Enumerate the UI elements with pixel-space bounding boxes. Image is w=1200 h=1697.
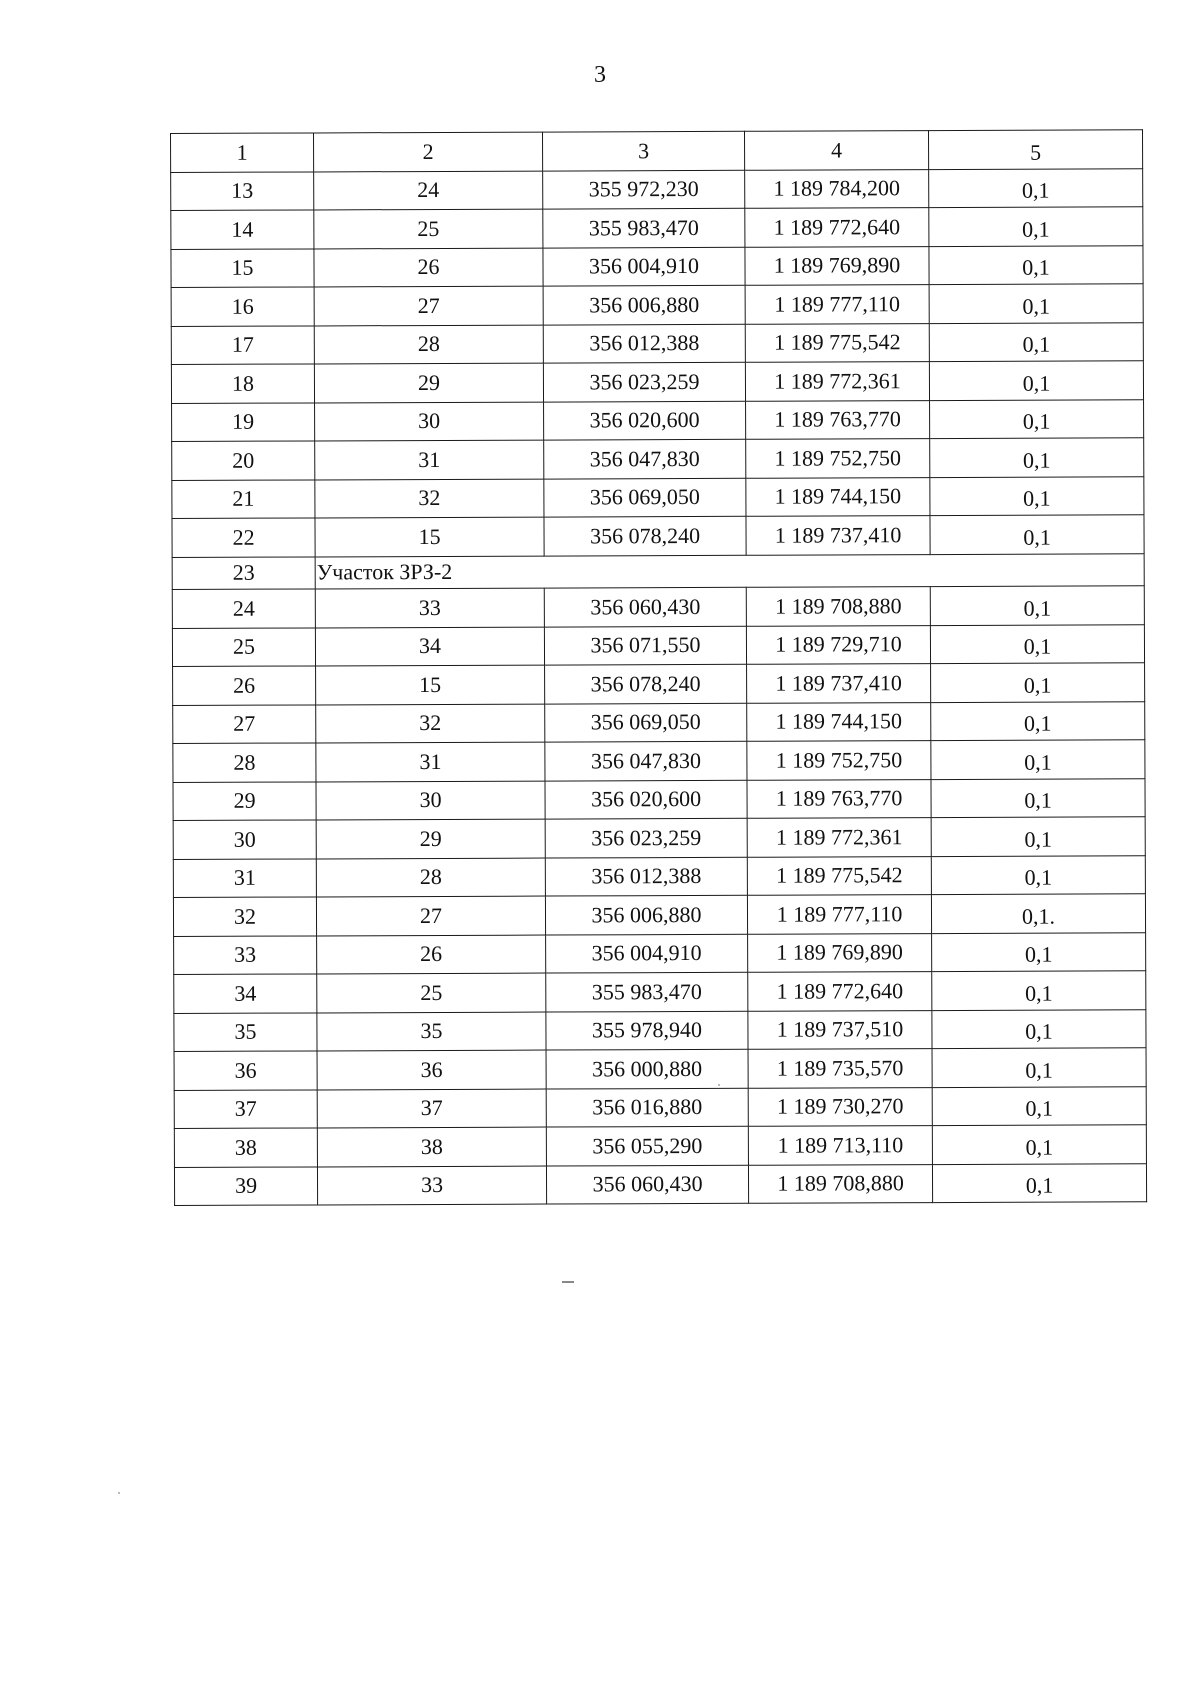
table-cell: 34	[315, 627, 544, 666]
header-cell: 3	[542, 131, 744, 170]
table-cell: 0,1	[931, 817, 1145, 856]
table-cell: 356 078,240	[544, 516, 746, 555]
table-cell: 37	[317, 1089, 546, 1128]
table-cell: 21	[172, 479, 315, 518]
table-cell: 1 189 752,750	[746, 439, 930, 478]
coordinates-table	[170, 129, 1147, 1206]
table-row	[172, 624, 1144, 666]
table-cell: 1 189 730,270	[748, 1087, 932, 1126]
table-cell: 0,1	[930, 586, 1144, 625]
table-cell: 1 189 772,640	[748, 972, 932, 1011]
table-cell: 0,1	[932, 1163, 1146, 1202]
table-cell: 28	[314, 325, 543, 364]
table-cell: 0,1	[931, 855, 1145, 894]
table-header-row	[171, 130, 1143, 172]
table-row	[171, 168, 1143, 210]
table-cell: 1 189 772,640	[745, 208, 929, 247]
table-cell: 25	[314, 209, 543, 248]
table-cell: 356 023,259	[545, 818, 747, 857]
table-cell: 29	[173, 781, 316, 820]
table-cell: 1 189 763,770	[746, 400, 930, 439]
table-cell: 25	[172, 627, 315, 666]
table-cell: 25	[317, 973, 546, 1012]
table-cell: 32	[315, 479, 544, 518]
table-cell: 356 012,388	[545, 857, 747, 896]
header-cell: 1	[171, 133, 314, 172]
table-cell: 32	[173, 897, 316, 936]
table-row	[172, 476, 1144, 518]
table-cell: 356 023,259	[543, 362, 745, 401]
table-cell: 34	[174, 974, 317, 1013]
table-row	[173, 817, 1145, 859]
table-row	[171, 207, 1143, 249]
table-cell: 356 078,240	[545, 664, 747, 703]
table-cell: 31	[316, 742, 545, 781]
table-cell: 356 020,600	[544, 401, 746, 440]
table-row	[171, 322, 1143, 364]
table-cell: 0,1	[932, 932, 1146, 971]
table-cell: 356 006,880	[545, 895, 747, 934]
table-cell: 27	[173, 704, 316, 743]
table-cell: 13	[171, 171, 314, 210]
scan-dot-mark	[718, 1084, 720, 1086]
table-row	[174, 1086, 1146, 1128]
table-cell: 1 189 708,880	[748, 1164, 932, 1203]
table-cell: 1 189 708,880	[746, 587, 930, 626]
table-cell: 356 006,880	[543, 285, 745, 324]
table-cell: 1 189 769,890	[748, 933, 932, 972]
table-row	[172, 399, 1144, 441]
table-cell: 356 055,290	[546, 1126, 748, 1165]
table-cell: 17	[171, 325, 314, 364]
table-cell: 23	[172, 556, 315, 589]
table-cell: 24	[172, 589, 315, 628]
table-row	[173, 894, 1145, 936]
table-cell: 0,1	[929, 207, 1143, 246]
table-cell: 1 189 713,110	[748, 1126, 932, 1165]
table-cell: 0,1	[932, 1009, 1146, 1048]
scan-dot-mark	[118, 1492, 120, 1494]
table-cell: 18	[171, 364, 314, 403]
table-cell: 1 189 775,542	[747, 856, 931, 895]
table-cell: 1 189 744,150	[746, 477, 930, 516]
table-body	[171, 130, 1147, 1206]
table-row	[174, 1009, 1146, 1051]
table-cell: 0,1	[929, 322, 1143, 361]
table-cell: 356 020,600	[545, 780, 747, 819]
header-cell: 2	[314, 132, 543, 171]
table-row	[174, 1048, 1146, 1090]
table-cell: 0,1	[932, 1048, 1146, 1087]
table-row	[174, 1125, 1146, 1167]
table-cell: 1 189 737,410	[746, 516, 930, 555]
table-cell: 22	[172, 518, 315, 557]
table-cell: 30	[316, 781, 545, 820]
table-row	[173, 855, 1145, 897]
table-cell: 35	[317, 1012, 546, 1051]
header-cell: 4	[744, 131, 928, 170]
table-cell: 0,1	[930, 476, 1144, 515]
table-cell: 16	[171, 287, 314, 326]
table-cell: 1 189 777,110	[747, 895, 931, 934]
table-row	[172, 586, 1144, 628]
table-cell: 33	[317, 1166, 546, 1205]
table-cell: 35	[174, 1012, 317, 1051]
table-row	[173, 663, 1145, 705]
table-cell: 24	[314, 171, 543, 210]
table-row	[171, 245, 1143, 287]
table-cell: 356 012,388	[543, 324, 745, 363]
table-cell: 0,1	[929, 361, 1143, 400]
table-cell: 356 000,880	[546, 1049, 748, 1088]
table-row	[172, 438, 1144, 480]
table-row	[174, 1163, 1146, 1205]
table-row	[173, 740, 1145, 782]
table-cell: 356 060,430	[546, 1165, 748, 1204]
table-cell: 28	[173, 743, 316, 782]
table-cell: 0,1	[932, 1125, 1146, 1164]
header-cell: 5	[928, 130, 1142, 169]
section-label: Участок ЗРЗ-2	[315, 553, 1144, 589]
table-cell: 356 047,830	[545, 741, 747, 780]
table-cell: 0,1	[932, 1086, 1146, 1125]
table-cell: 1 189 784,200	[745, 169, 929, 208]
table-cell: 1 189 729,710	[746, 625, 930, 664]
table-cell: 26	[173, 666, 316, 705]
table-cell: 32	[316, 704, 545, 743]
table-cell: 1 189 737,510	[748, 1010, 932, 1049]
table-cell: 0,1	[929, 284, 1143, 323]
table-cell: 28	[316, 858, 545, 897]
table-cell: 15	[316, 665, 545, 704]
table-cell: 31	[173, 858, 316, 897]
table-cell: 1 189 772,361	[747, 818, 931, 857]
table-cell: 356 016,880	[546, 1088, 748, 1127]
table-cell: 1 189 735,570	[748, 1049, 932, 1088]
table-cell: 0,1	[930, 438, 1144, 477]
table-cell: 356 004,910	[543, 247, 745, 286]
table-cell: 38	[317, 1127, 546, 1166]
table-cell: 1 189 737,410	[747, 664, 931, 703]
table-cell: 0,1	[929, 245, 1143, 284]
table-cell: 26	[314, 248, 543, 287]
table-cell: 356 069,050	[544, 478, 746, 517]
table-cell: 36	[317, 1050, 546, 1089]
table-row	[171, 284, 1143, 326]
table-cell: 0,1	[930, 399, 1144, 438]
table-cell: 356 047,830	[544, 439, 746, 478]
table-cell: 356 071,550	[544, 626, 746, 665]
table-cell: 1 189 772,361	[745, 362, 929, 401]
table-cell: 0,1	[931, 740, 1145, 779]
table-cell: 0,1	[930, 515, 1144, 554]
section-row	[172, 553, 1144, 589]
table-cell: 37	[174, 1089, 317, 1128]
table-cell: 0,1.	[931, 894, 1145, 933]
table-cell: 29	[314, 363, 543, 402]
table-cell: 20	[172, 441, 315, 480]
table-cell: 15	[171, 248, 314, 287]
table-cell: 31	[315, 440, 544, 479]
table-cell: 26	[317, 935, 546, 974]
table-cell: 0,1	[931, 701, 1145, 740]
table-cell: 0,1	[932, 971, 1146, 1010]
table-cell: 30	[315, 402, 544, 441]
table-cell: 0,1	[929, 168, 1143, 207]
scan-dash-mark	[562, 1281, 574, 1283]
table-row	[174, 932, 1146, 974]
table-cell: 355 983,470	[546, 972, 748, 1011]
table-cell: 27	[316, 896, 545, 935]
table-cell: 1 189 763,770	[747, 779, 931, 818]
table-cell: 19	[172, 402, 315, 441]
table-cell: 38	[174, 1128, 317, 1167]
table-cell: 0,1	[930, 624, 1144, 663]
table-cell: 356 069,050	[545, 703, 747, 742]
table-cell: 0,1	[931, 778, 1145, 817]
table-cell: 1 189 769,890	[745, 246, 929, 285]
page-number: 3	[594, 62, 606, 88]
table-cell: 355 978,940	[546, 1011, 748, 1050]
table-cell: 33	[315, 588, 544, 627]
table-row	[171, 361, 1143, 403]
table-cell: 1 189 744,150	[747, 702, 931, 741]
table-cell: 356 004,910	[546, 934, 748, 973]
table-cell: 27	[314, 286, 543, 325]
table-cell: 356 060,430	[544, 587, 746, 626]
table-cell: 30	[173, 820, 316, 859]
table-cell: 33	[174, 935, 317, 974]
table-row	[172, 515, 1144, 557]
table-cell: 1 189 752,750	[747, 741, 931, 780]
table-cell: 39	[174, 1166, 317, 1205]
table-cell: 1 189 777,110	[745, 285, 929, 324]
table-cell: 14	[171, 210, 314, 249]
table-row	[173, 778, 1145, 820]
coordinates-table-wrapper	[170, 129, 1146, 1206]
table-cell: 29	[316, 819, 545, 858]
table-cell: 0,1	[931, 663, 1145, 702]
table-cell: 1 189 775,542	[745, 323, 929, 362]
table-cell: 355 972,230	[543, 170, 745, 209]
table-cell: 36	[174, 1051, 317, 1090]
table-row	[174, 971, 1146, 1013]
table-row	[173, 701, 1145, 743]
table-cell: 15	[315, 517, 544, 556]
table-cell: 355 983,470	[543, 208, 745, 247]
